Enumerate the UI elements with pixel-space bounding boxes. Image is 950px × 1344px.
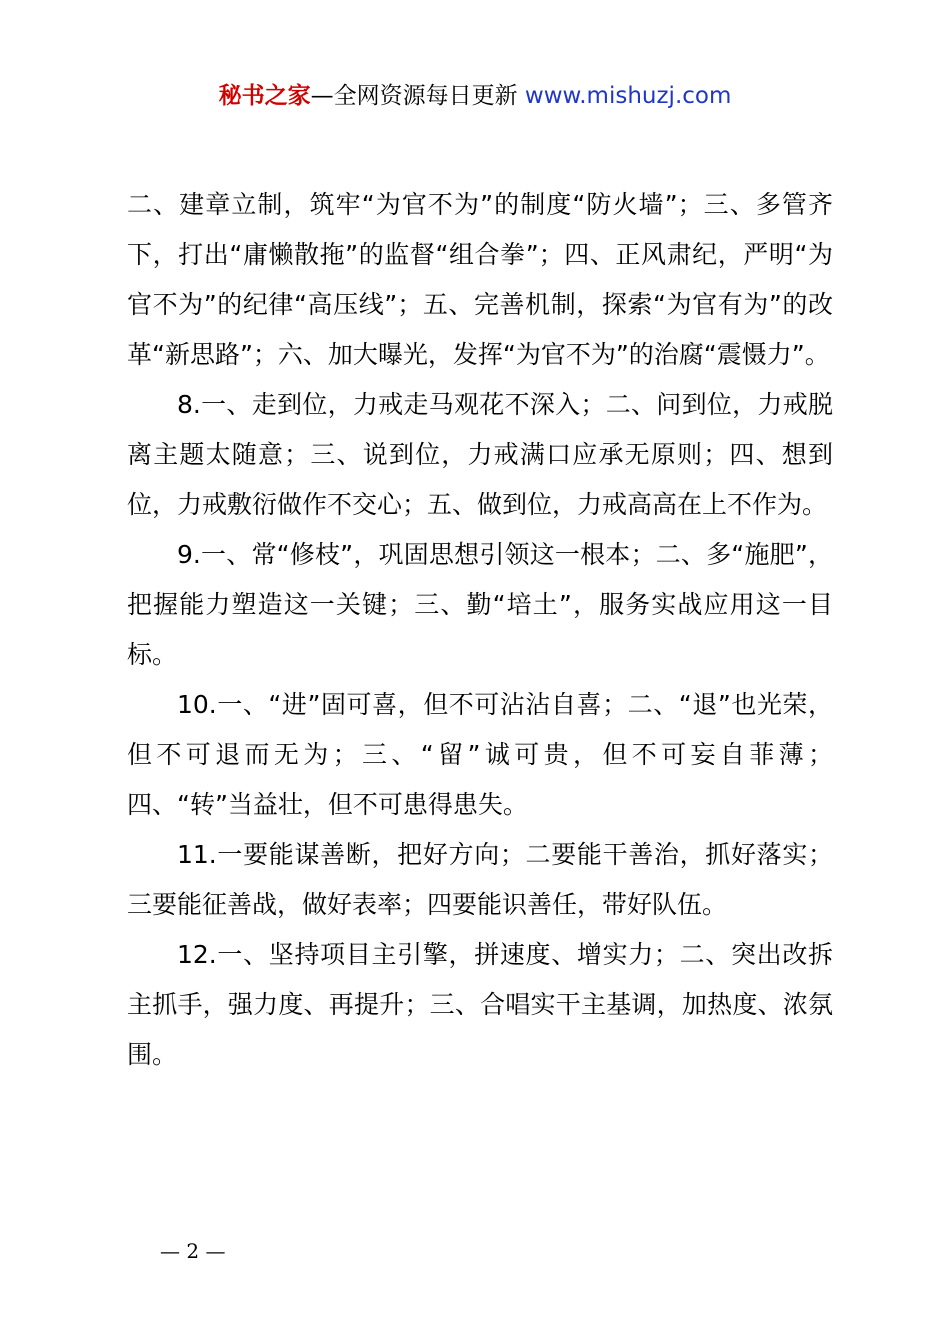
paragraph-item-10: 10.一、“进”固可喜，但不可沾沾自喜；二、“退”也光荣，但不可退而无为；三、“留”诚可贵，但不可妄自菲薄；四、“转”当益壮，但不可患得患失。 [127,690,833,819]
site-brand: 秘书之家 [218,83,311,109]
site-tagline: —全网资源每日更新 [310,83,518,109]
document-body [127,180,833,1080]
site-header [0,78,950,114]
paragraph-item-8: 8.一、走到位，力戒走马观花不深入；二、问到位，力戒脱离主题太随意；三、说到位，力戒满口应承无原则；四、想到位，力戒敷衍做作不交心；五、做到位，力戒高高在上不作为。 [127,390,833,519]
page-number: — 2 — [160,1239,226,1263]
paragraph-item-11: 11.一要能谋善断，把好方向；二要能干善治，抓好落实；三要能征善战，做好表率；四要能识善任，带好队伍。 [127,840,833,919]
paragraph-item-12: 12.一、坚持项目主引擎，拼速度、增实力；二、突出改拆主抓手，强力度、再提升；三、合唱实干主基调，加热度、浓氛围。 [127,940,833,1069]
paragraph-continued: 二、建章立制，筑牢“为官不为”的制度“防火墙”；三、多管齐下，打出“庸懒散拖”的监督“组合拳”；四、正风肃纪，严明“为官不为”的纪律“高压线”；五、完善机制，探索“为官有为”的改革“新思路”；六、加大曝光，发挥“为官不为”的治腐“震慑力”。 [127,190,833,369]
paragraph-item-9: 9.一、常“修枝”，巩固思想引领这一根本；二、多“施肥”，把握能力塑造这一关键；三、勤“培土”，服务实战应用这一目标。 [127,540,833,669]
site-url-link[interactable]: www.mishuzj.com [524,83,732,109]
